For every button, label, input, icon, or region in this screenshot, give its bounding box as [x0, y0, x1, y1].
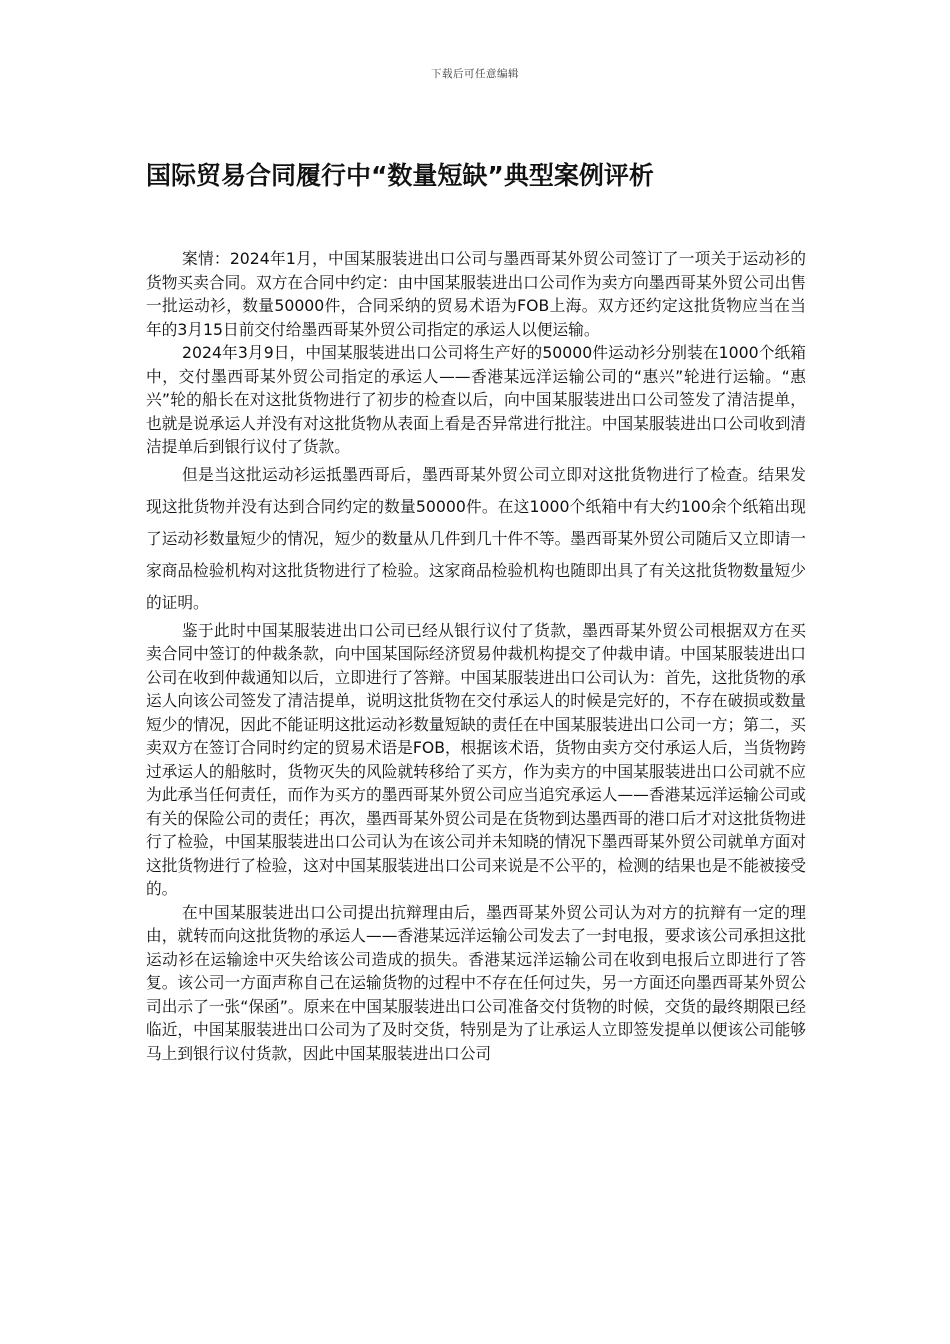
- paragraph-case-facts: 案情：2024年1月，中国某服装进出口公司与墨西哥某外贸公司签订了一项关于运动衫的货物买卖合同。双方在合同中约定：由中国某服装进出口公司作为卖方向墨西哥某外贸公司出售一批运动衫，数量50000件，合同采纳的贸易术语为FOB上海。双方还约定这批货物应当在当年的3月15日前交付给墨西哥某外贸公司指定的承运人以便运输。: [146, 249, 806, 339]
- page-header: 下载后可任意编辑: [431, 68, 519, 80]
- paragraph-inspection: 但是当这批运动衫运抵墨西哥后，墨西哥某外贸公司立即对这批货物进行了检查。结果发现这批货物并没有达到合同约定的数量50000件。在这1000个纸箱中有大约100余个纸箱出现了运动衫数量短少的情况，短少的数量从几件到几十件不等。墨西哥某外贸公司随后又立即请一家商品检验机构对这批货物进行了检验。这家商品检验机构也随即出具了有关这批货物数量短少的证明。: [146, 464, 806, 612]
- paragraph-delivery: 2024年3月9日，中国某服装进出口公司将生产好的50000件运动衫分别装在1000个纸箱中，交付墨西哥某外贸公司指定的承运人——香港某远洋运输公司的“惠兴”轮进行运输。“惠兴”轮的船长在对这批货物进行了初步的检查以后，向中国某服装进出口公司签发了清洁提单，也就是说承运人并没有对这批货物从表面上看是否异常进行批注。中国某服装进出口公司收到清洁提单后到银行议付了货款。: [146, 343, 806, 456]
- document-body: [146, 247, 806, 1065]
- paragraph-arbitration: 鉴于此时中国某服装进出口公司已经从银行议付了货款，墨西哥某外贸公司根据双方在买卖合同中签订的仲裁条款，向中国某国际经济贸易仲裁机构提交了仲裁申请。中国某服装进出口公司在收到仲裁通知以后，立即进行了答辩。中国某服装进出口公司认为：首先，这批货物的承运人向该公司签发了清洁提单，说明这批货物在交付承运人的时候是完好的，不存在破损或数量短少的情况，因此不能证明这批运动衫数量短缺的责任在中国某服装进出口公司一方；第二，买卖双方在签订合同时约定的贸易术语是FOB，根据该术语，货物由卖方交付承运人后，当货物跨过承运人的船舷时，货物灭失的风险就转移给了买方，作为卖方的中国某服装进出口公司就不应为此承当任何责任，而作为买方的墨西哥某外贸公司应当追究承运人——香港某远洋运输公司或有关的保险公司的责任；再次，墨西哥某外贸公司是在货物到达墨西哥的港口后才对这批货物进行了检验，中国某服装进出口公司认为在该公司并未知晓的情况下墨西哥某外贸公司就单方面对这批货物进行了检验，这对中国某服装进出口公司来说是不公平的，检测的结果也是不能被接受的。: [146, 620, 806, 898]
- document-title: 国际贸易合同履行中“数量短缺”典型案例评析: [146, 161, 654, 190]
- paragraph-carrier-claim: 在中国某服装进出口公司提出抗辩理由后，墨西哥某外贸公司认为对方的抗辩有一定的理由，就转而向这批货物的承运人——香港某远洋运输公司发去了一封电报，要求该公司承担这批运动衫在运输途中灭失给该公司造成的损失。香港某远洋运输公司在收到电报后立即进行了答复。该公司一方面声称自己在运输货物的过程中不存在任何过失，另一方面还向墨西哥某外贸公司出示了一张“保函”。原来在中国某服装进出口公司准备交付货物的时候，交货的最终期限已经临近，中国某服装进出口公司为了及时交货，特别是为了让承运人立即签发提单以便该公司能够马上到银行议付货款，因此中国某服装进出口公司: [146, 902, 806, 1063]
